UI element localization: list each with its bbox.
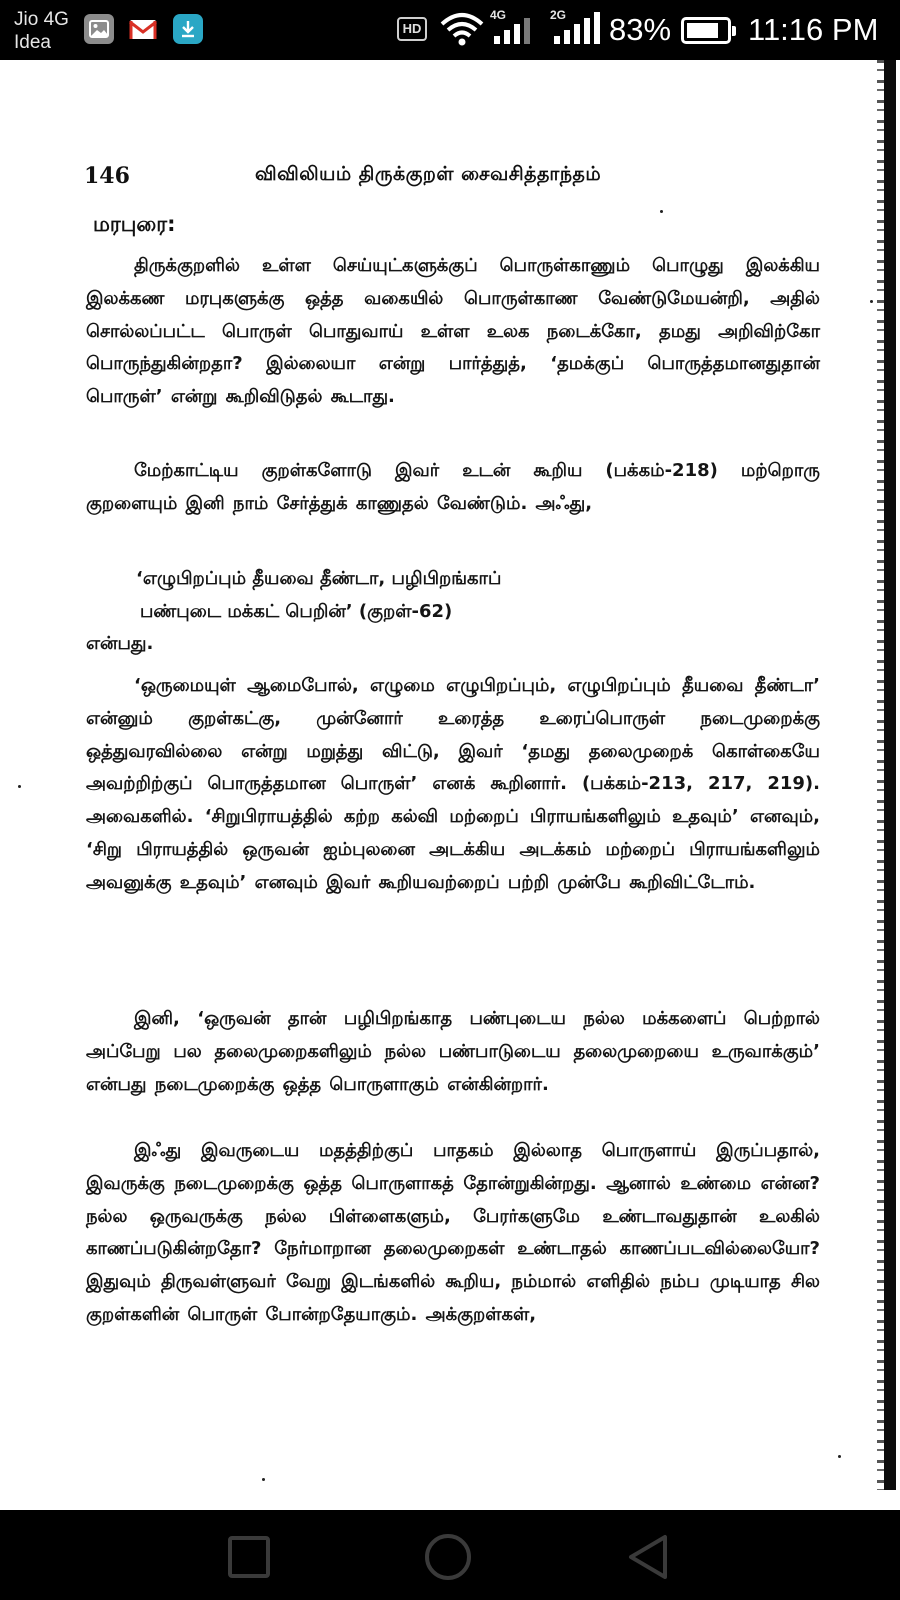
navigation-bar — [0, 1510, 900, 1600]
scan-speck — [262, 1478, 265, 1481]
battery-percentage: 83% — [609, 12, 672, 47]
scan-edge-shadow — [884, 60, 896, 1490]
battery-icon — [681, 17, 731, 44]
scan-speck — [18, 785, 21, 788]
quote-trailer: என்பது. — [86, 633, 154, 654]
paragraph: ‘ஒருமையுள் ஆமைபோல், எழுமை எழுபிறப்பும், எழுபிறப்பும் தீயவை தீண்டா’ என்னும் குறள்கட்கு, முன்னோர் உரைத்த உரைப்பொருள் நடைமுறைக்கு ஒத்துவரவில்லை என்று மறுத்து விட்டு, இவர் ‘தமது தலைமுறைக் கொள்கையே அவற்றிற்குப் பொருத்தமான பொருள்’ எனக் கூறினார். (பக்கம்-213, 217, 219). அவைகளில். ‘சிறுபிராயத்தில் கற்ற கல்வி மற்றைப் பிராயங்களிலும் உதவும்’ எனவும், ‘சிறு பிராயத்தில் ஒருவன் ஐம்புலனை அடக்கிய அடக்கம் மற்றைப் பிராயங்களிலும் அவனுக்கு உதவும்’ எனவும் இவர் கூறியவற்றைப் பற்றி முன்பே கூறிவிட்டோம். — [86, 675, 820, 893]
paragraph: இஃது இவருடைய மதத்திற்குப் பாதகம் இல்லாத பொருளாய் இருப்பதால், இவருக்கு நடைமுறைக்கு ஒத்த பொருளாகத் தோன்றுகின்றது. ஆனால் உண்மை என்ன? நல்ல ஒருவருக்கு நல்ல பிள்ளைகளும், பேரர்களுமே உண்டாவதுதான் உலகில் காணப்படுகின்றதோ? நேர்மாறான தலைமுறைகள் உண்டாதல் காணப்படவில்லையோ? இதுவும் திருவள்ளுவர் வேறு இடங்களில் கூறிய, நம்மால் எளிதில் நம்ப முடியாத சில குறள்களின் பொருள் போன்றதேயாகும். அக்குறள்கள், — [86, 1140, 820, 1325]
verse-quote-line: ‘எழுபிறப்பும் தீயவை தீண்டா, பழிபிறங்காப் — [136, 568, 502, 589]
battery-level-fill — [687, 23, 718, 38]
running-title: விவிலியம் திருக்குறள் சைவசித்தாந்தம் — [255, 163, 602, 185]
network-type-sim1: 4G — [490, 8, 507, 22]
recent-apps-icon[interactable] — [224, 1532, 274, 1582]
scan-speck — [838, 1455, 841, 1458]
status-clock: 11:16 PM — [748, 12, 879, 47]
signal-sim2-icon — [550, 8, 606, 52]
network-type-sim2: 2G — [550, 8, 567, 22]
carrier-sim2: Idea — [14, 32, 51, 53]
scan-speck — [870, 300, 873, 303]
carrier-sim1: Jio 4G — [14, 9, 69, 30]
hd-voice-icon: HD — [397, 17, 427, 41]
back-icon[interactable] — [625, 1532, 675, 1582]
paragraph: மேற்காட்டிய குறள்களோடு இவர் உடன் கூறிய (பக்கம்-218) மற்றொரு குறளையும் இனி நாம் சேர்த்துக் காணுதல் வேண்டும். அஃது, — [86, 460, 820, 514]
gallery-icon — [84, 14, 114, 44]
verse-quote-line: பண்புடை மக்கட் பெறின்’ (குறள்-62) — [140, 601, 453, 622]
section-heading: மரபுரை: — [93, 212, 176, 236]
download-icon — [173, 14, 203, 44]
document-page[interactable] — [0, 60, 900, 1510]
wifi-icon — [440, 12, 484, 50]
paragraph: திருக்குறளில் உள்ள செய்யுட்களுக்குப் பொருள்காணும் பொழுது இலக்கிய இலக்கண மரபுகளுக்கு ஒத்த வகையில் பொருள்காண வேண்டுமேயன்றி, அதில் சொல்லப்பட்ட பொருள் பொதுவாய் உள்ள உலக நடைக்கோ, தமது அறிவிற்கோ பொருந்துகின்றதா? இல்லையா என்று பார்த்துத், ‘தமக்குப் பொருத்தமானதுதான் பொருள்’ என்று கூறிவிடுதல் கூடாது. — [86, 255, 820, 408]
carrier-info — [14, 8, 69, 54]
page-number: 146 — [84, 163, 130, 189]
scan-speck — [660, 210, 663, 213]
home-icon[interactable] — [423, 1532, 473, 1582]
gmail-icon — [128, 14, 158, 44]
status-bar — [0, 0, 900, 60]
paragraph: இனி, ‘ஒருவன் தான் பழிபிறங்காத பண்புடைய நல்ல மக்களைப் பெற்றால் அப்பேறு பல தலைமுறைகளிலும் நல்ல பண்பாடுடைய தலைமுறையை உருவாக்கும்’ என்பது நடைமுறைக்கு ஒத்த பொருளாகும் என்கின்றார். — [86, 1008, 820, 1095]
signal-sim1-icon — [490, 8, 538, 52]
